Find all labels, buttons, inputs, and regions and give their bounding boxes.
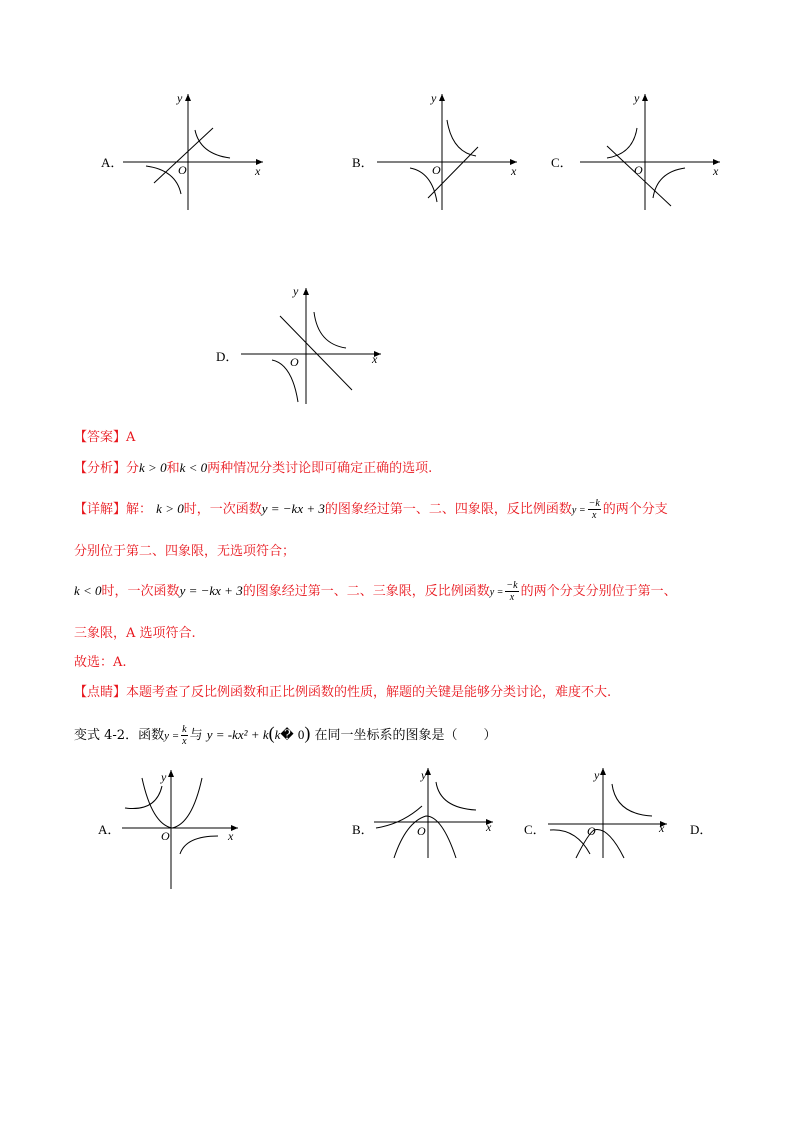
variant-f1-lhs: y = — [164, 730, 180, 742]
option-b-y-label: y — [431, 91, 437, 105]
variant-cond-open: ( — [268, 723, 275, 743]
detail-cond2: k < 0 — [74, 583, 102, 598]
variant-prefix: 变式 4-2．函数 — [74, 728, 165, 743]
q2-graph-option-b — [372, 764, 497, 860]
q2-option-b-origin: O — [417, 824, 426, 838]
detail-frac1-num: −k — [588, 498, 600, 509]
detail-pre: 解： — [126, 502, 153, 517]
variant-f1-num: k — [182, 724, 187, 735]
q2-option-c-x-label: x — [659, 821, 665, 835]
option-b-label: B． — [352, 155, 374, 170]
detail-func1: y = −kx + 3 — [261, 501, 325, 516]
q2-option-c-origin: O — [587, 824, 596, 838]
option-d-label: D． — [216, 349, 239, 364]
q2-graph-option-c — [546, 764, 671, 860]
option-b-origin: O — [432, 163, 441, 177]
detail-frac1 — [571, 498, 603, 521]
option-c-origin: O — [634, 163, 643, 177]
detail-l3b: 的图象经过第一、二、三象限，反比例函数 — [242, 584, 490, 599]
analysis-and: 和 — [166, 461, 180, 476]
detail-frac1-den: x — [591, 510, 597, 521]
detail-frac2-den: x — [509, 592, 515, 603]
detail-line-2: 分别位于第二、四象限，无选项符合； — [74, 544, 296, 559]
q2-option-a-origin: O — [161, 829, 170, 843]
option-a-label: A． — [101, 155, 124, 170]
answer-label: 【答案】 — [74, 430, 127, 445]
variant-cond-close: ) — [304, 723, 311, 743]
answer-value: A — [126, 430, 136, 445]
detail-l1a: 时，一次函数 — [183, 502, 262, 517]
variant-suffix: 在同一坐标系的图象是（ ） — [314, 728, 497, 743]
option-d-x-label: x — [372, 352, 378, 366]
detail-line-4: 三象限，A 选项符合. — [74, 626, 196, 641]
option-a-y-label: y — [177, 91, 183, 105]
detail-line-3 — [74, 580, 677, 603]
comment-text: 本题考查了反比例函数和正比例函数的性质，解题的关键是能够分类讨论，难度不大. — [126, 685, 612, 700]
graph-option-c — [575, 92, 725, 212]
detail-l1c: 的两个分支 — [602, 502, 668, 517]
q2-option-a-x-label: x — [228, 829, 234, 843]
option-c-label: C． — [551, 155, 573, 170]
analysis-label: 【分析】 — [74, 461, 127, 476]
detail-l3a: 时，一次函数 — [101, 584, 180, 599]
variant-question — [74, 724, 497, 747]
analysis-cond2: k < 0 — [179, 460, 208, 475]
variant-f2: y = -kx² + k — [206, 727, 269, 742]
q2-option-b-x-label: x — [486, 820, 492, 834]
analysis-pre: 分 — [126, 461, 140, 476]
q2-graph-option-a — [120, 766, 242, 891]
q2-option-b-y-label: y — [421, 768, 427, 782]
variant-mid: 与 — [189, 728, 203, 743]
detail-frac2 — [489, 580, 521, 603]
option-b-x-label: x — [511, 164, 517, 178]
variant-cond-val: 0 — [297, 727, 305, 742]
detail-frac2-lhs: y = — [489, 587, 504, 598]
detail-frac2-num: −k — [506, 580, 518, 591]
option-d-origin: O — [290, 355, 299, 369]
option-d-y-label: y — [293, 284, 299, 298]
detail-frac1-lhs: y = — [571, 505, 586, 516]
variant-cond-symbol: � — [280, 728, 294, 743]
q2-option-a-label: A． — [98, 822, 121, 837]
q2-option-d-label: D． — [690, 822, 713, 837]
detail-l1b: 的图象经过第一、二、四象限，反比例函数 — [324, 502, 572, 517]
detail-l3c: 的两个分支分别位于第一、 — [520, 584, 677, 599]
option-c-y-label: y — [634, 91, 640, 105]
q2-option-b-label: B． — [352, 822, 374, 837]
answer-line — [74, 430, 135, 446]
option-a-x-label: x — [255, 164, 261, 178]
analysis-cond1: k > 0 — [139, 460, 167, 475]
option-c-x-label: x — [713, 164, 719, 178]
graph-option-a — [118, 92, 268, 212]
detail-cond1: k > 0 — [156, 501, 184, 516]
graph-option-b — [372, 92, 522, 212]
comment-line — [74, 685, 611, 701]
q2-option-c-label: C． — [524, 822, 546, 837]
choice-line: 故选：A. — [74, 655, 127, 670]
analysis-line — [74, 460, 432, 477]
option-a-origin: O — [178, 163, 187, 177]
comment-label: 【点睛】 — [74, 685, 127, 700]
detail-func2: y = −kx + 3 — [179, 583, 243, 598]
analysis-post: 两种情况分类讨论即可确定正确的选项. — [207, 461, 433, 476]
q2-option-a-y-label: y — [161, 770, 167, 784]
variant-f1-den: x — [182, 736, 187, 747]
variant-cond-k: k — [274, 727, 281, 742]
detail-line-1 — [74, 498, 668, 521]
q2-option-c-y-label: y — [594, 768, 600, 782]
detail-label: 【详解】 — [74, 502, 127, 517]
graph-option-d — [236, 286, 386, 406]
